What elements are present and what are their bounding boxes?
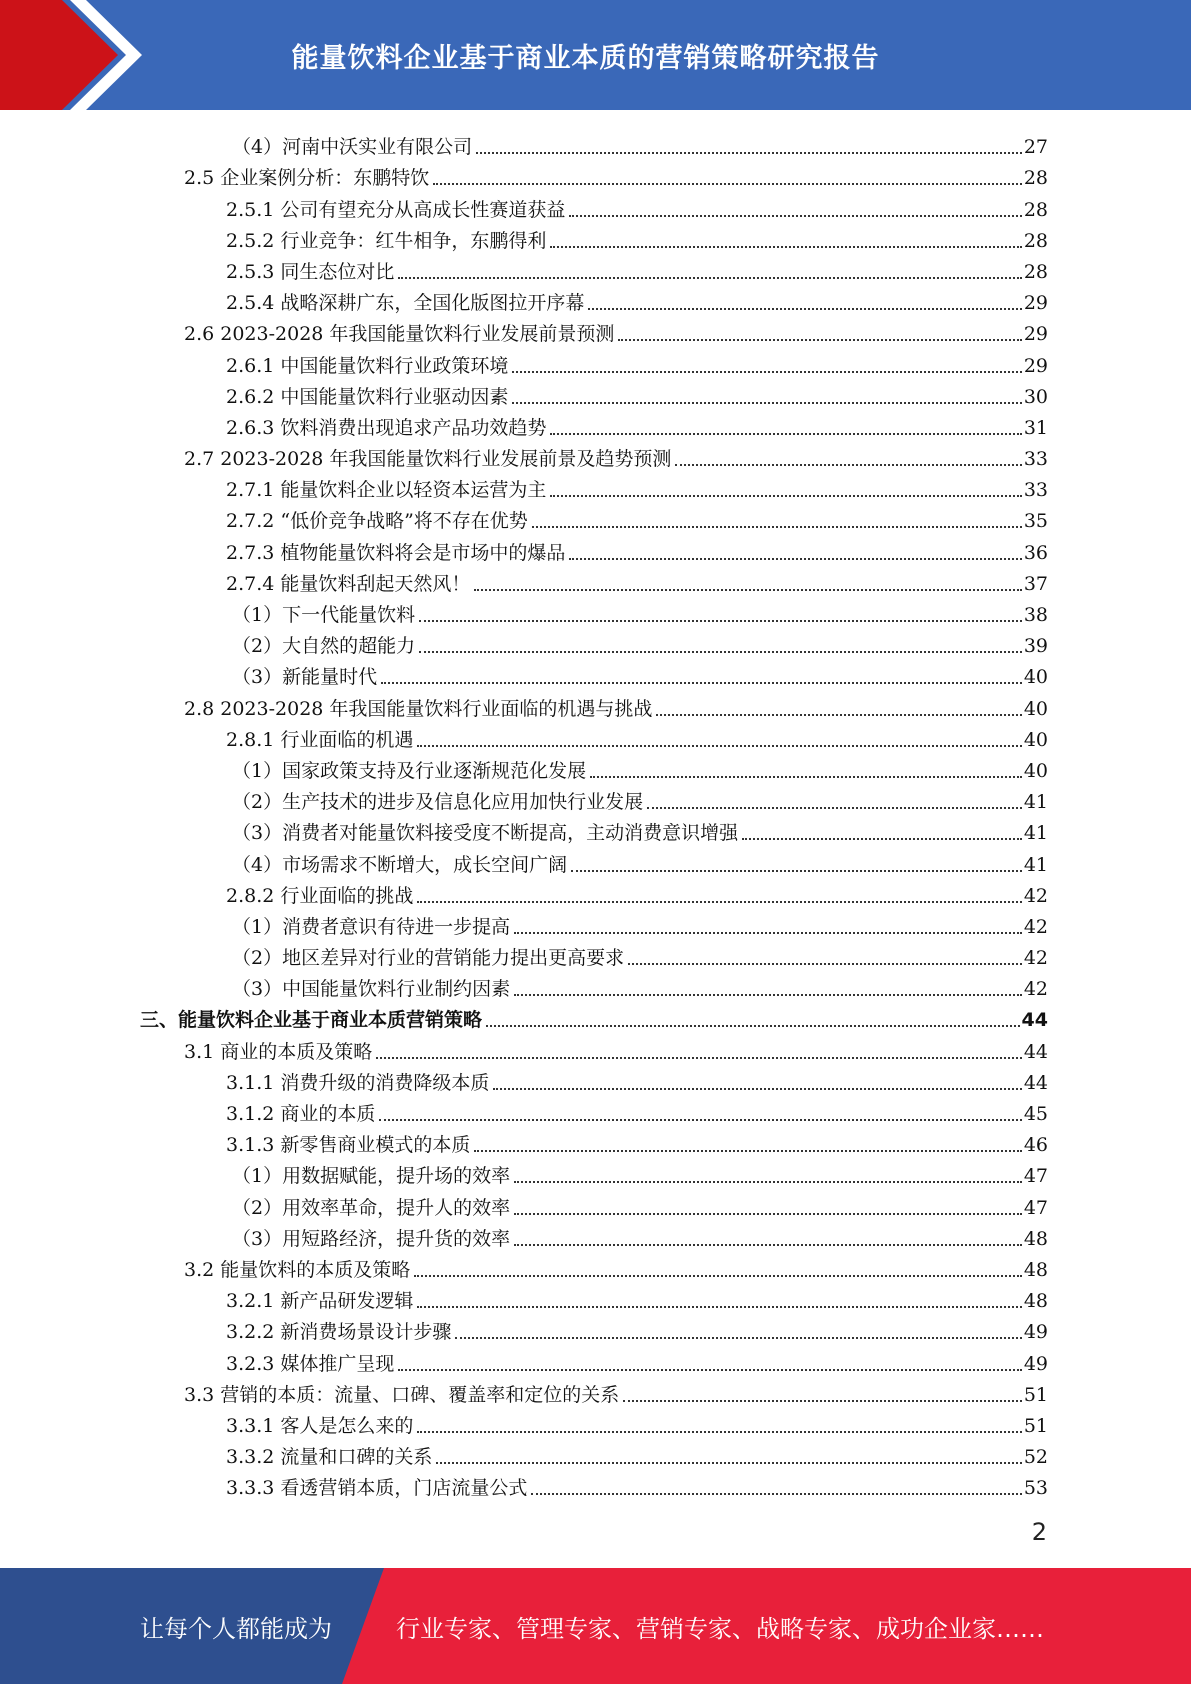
toc-entry-title: （4）市场需求不断增大，成长空间广阔 [232, 853, 568, 876]
footer-tagline: 行业专家、管理专家、营销专家、战略专家、成功企业家…… [396, 1614, 1044, 1643]
toc-leader-dots [618, 339, 1021, 341]
toc-entry-page: 28 [1023, 229, 1048, 252]
toc-leader-dots [588, 308, 1021, 310]
toc-leader-dots [531, 1493, 1021, 1495]
toc-leader-dots [417, 1431, 1021, 1433]
footer-slogan: 让每个人都能成为 [140, 1614, 332, 1643]
toc-entry[interactable] [140, 1032, 1048, 1063]
toc-entry-title: （1）消费者意识有待进一步提高 [232, 915, 511, 938]
toc-leader-dots [381, 682, 1022, 684]
toc-entry-page: 40 [1023, 666, 1048, 689]
toc-entry-title: （1）用数据赋能，提升场的效率 [232, 1165, 511, 1188]
toc-entry[interactable] [140, 1407, 1048, 1438]
toc-entry-title: 2.5.1 公司有望充分从高成长性赛道获益 [226, 198, 566, 221]
toc-leader-dots [532, 526, 1022, 528]
toc-entry-page: 48 [1023, 1258, 1048, 1281]
toc-entry[interactable] [140, 440, 1048, 471]
toc-entry-page: 29 [1023, 354, 1048, 377]
toc-entry-title: （1）下一代能量饮料 [232, 604, 416, 626]
toc-entry-title: 2.5.4 战略深耕广东，全国化版图拉开序幕 [226, 292, 585, 315]
toc-entry-page: 40 [1023, 759, 1048, 782]
toc-entry[interactable] [140, 752, 1048, 783]
toc-leader-dots [417, 1306, 1021, 1308]
toc-entry-title: 3.2.3 媒体推广呈现 [226, 1352, 395, 1375]
header-band [0, 0, 1191, 110]
toc-entry-page: 33 [1023, 448, 1048, 471]
toc-entry-title: 2.7.3 植物能量饮料将会是市场中的爆品 [226, 541, 566, 564]
toc-leader-dots [512, 371, 1021, 373]
toc-entry[interactable] [140, 1344, 1048, 1375]
toc-leader-dots [742, 838, 1022, 840]
toc-entry[interactable] [140, 1438, 1048, 1469]
toc-leader-dots [398, 1369, 1021, 1371]
toc-entry-page: 28 [1023, 198, 1048, 221]
toc-entry[interactable] [140, 1095, 1048, 1126]
toc-entry-page: 38 [1023, 604, 1048, 626]
toc-entry-title: 3.3.2 流量和口碑的关系 [226, 1446, 433, 1469]
toc-entry-title: 3.2.2 新消费场景设计步骤 [226, 1321, 452, 1344]
toc-leader-dots [419, 620, 1022, 622]
toc-leader-dots [476, 152, 1022, 154]
toc-entry[interactable] [140, 783, 1048, 814]
toc-entry-page: 45 [1023, 1103, 1048, 1125]
toc-entry-page: 51 [1023, 1414, 1048, 1437]
toc-leader-dots [514, 1181, 1022, 1183]
toc-entry-title: 3.3.1 客人是怎么来的 [226, 1414, 414, 1437]
toc-leader-dots [571, 870, 1022, 872]
toc-leader-dots [656, 714, 1021, 716]
toc-entry-page: 42 [1023, 978, 1048, 1001]
toc-entry-page: 53 [1023, 1477, 1048, 1500]
toc-entry-title: 3.1.3 新零售商业模式的本质 [226, 1134, 471, 1157]
toc-entry[interactable] [140, 627, 1048, 658]
toc-entry-page: 29 [1023, 323, 1048, 346]
toc-entry[interactable] [140, 1001, 1048, 1032]
toc-entry[interactable] [140, 908, 1048, 939]
toc-entry-page: 49 [1023, 1321, 1048, 1344]
toc-leader-dots [474, 589, 1021, 591]
toc-entry[interactable] [140, 346, 1048, 377]
toc-leader-dots [398, 277, 1021, 279]
toc-leader-dots [417, 901, 1021, 903]
toc-entry-title: 三、能量饮料企业基于商业本质营销策略 [140, 1009, 483, 1032]
toc-entry[interactable] [140, 128, 1048, 159]
toc-entry-title: （3）用短路经济，提升货的效率 [232, 1227, 511, 1250]
toc-entry[interactable] [140, 409, 1048, 440]
toc-entry-page: 47 [1023, 1165, 1048, 1188]
toc-leader-dots [474, 1150, 1021, 1152]
toc-leader-dots [514, 1213, 1022, 1215]
toc-entry[interactable] [140, 1469, 1048, 1500]
toc-entry[interactable] [140, 284, 1048, 315]
toc-entry-page: 44 [1023, 1040, 1048, 1063]
toc-entry-page: 40 [1023, 697, 1048, 720]
toc-entry-title: 2.7.2 “低价竞争战略”将不存在优势 [226, 510, 528, 533]
toc-entry-title: （3）中国能量饮料行业制约因素 [232, 978, 511, 1001]
toc-entry[interactable] [140, 939, 1048, 970]
toc-entry[interactable] [140, 1313, 1048, 1344]
toc-leader-dots [550, 495, 1021, 497]
toc-entry-page: 36 [1023, 541, 1048, 564]
toc-entry-title: （1）国家政策支持及行业逐渐规范化发展 [232, 759, 587, 782]
toc-entry-page: 48 [1023, 1290, 1048, 1313]
toc-entry-title: （2）地区差异对行业的营销能力提出更高要求 [232, 947, 625, 970]
toc-entry-page: 48 [1023, 1227, 1048, 1250]
toc-entry-page: 44 [1023, 1071, 1048, 1094]
toc-entry-title: 3.1.1 消费升级的消费降级本质 [226, 1071, 490, 1094]
toc-entry[interactable] [140, 190, 1048, 221]
toc-entry-page: 41 [1023, 853, 1048, 876]
toc-entry-page: 41 [1023, 822, 1048, 845]
toc-entry-page: 42 [1023, 947, 1048, 970]
toc-entry[interactable] [140, 658, 1048, 689]
toc-entry-title: 3.1.2 商业的本质 [226, 1103, 376, 1125]
toc-entry-page: 42 [1023, 884, 1048, 907]
toc-entry[interactable] [140, 1064, 1048, 1095]
toc-entry[interactable] [140, 1282, 1048, 1313]
toc-entry[interactable] [140, 315, 1048, 346]
toc-entry-title: （2）用效率革命，提升人的效率 [232, 1196, 511, 1219]
toc-leader-dots [550, 433, 1021, 435]
toc-leader-dots [569, 215, 1021, 217]
toc-leader-dots [514, 994, 1022, 996]
toc-entry-title: 2.7.4 能量饮料刮起天然风！ [226, 572, 471, 595]
toc-entry-title: 2.5.2 行业竞争：红牛相争，东鹏得利 [226, 229, 547, 252]
toc-leader-dots [628, 963, 1022, 965]
report-title: 能量饮料企业基于商业本质的营销策略研究报告 [291, 42, 880, 74]
toc-entry-page: 46 [1023, 1134, 1048, 1157]
toc-entry-page: 41 [1023, 791, 1048, 814]
toc-leader-dots [376, 1057, 1022, 1059]
header-arrow-logo [0, 0, 160, 110]
toc-entry[interactable] [140, 1251, 1048, 1282]
toc-entry[interactable] [140, 378, 1048, 409]
toc-entry[interactable] [140, 1157, 1048, 1188]
toc-leader-dots [623, 1400, 1022, 1402]
toc-leader-dots [675, 464, 1021, 466]
toc-leader-dots [493, 1088, 1021, 1090]
toc-entry-page: 44 [1021, 1009, 1048, 1032]
toc-entry[interactable] [140, 565, 1048, 596]
toc-entry-title: （2）生产技术的进步及信息化应用加快行业发展 [232, 791, 644, 814]
toc-entry-title: 3.3.3 看透营销本质，门店流量公式 [226, 1477, 528, 1500]
toc-entry[interactable] [140, 814, 1048, 845]
toc-entry-title: 2.8.1 行业面临的机遇 [226, 728, 414, 751]
toc-entry-title: 3.3 营销的本质：流量、口碑、覆盖率和定位的关系 [184, 1383, 620, 1406]
toc-entry-page: 29 [1023, 292, 1048, 315]
toc-leader-dots [514, 1244, 1022, 1246]
toc-entry-title: 2.6.2 中国能量饮料行业驱动因素 [226, 385, 509, 408]
toc-entry[interactable] [140, 533, 1048, 564]
page-number: 2 [1031, 1518, 1047, 1546]
toc-entry-title: 2.6 2023-2028 年我国能量饮料行业发展前景预测 [184, 323, 615, 346]
toc-entry-page: 30 [1023, 385, 1048, 408]
toc-entry[interactable] [140, 596, 1048, 627]
table-of-contents [140, 128, 1048, 1500]
toc-leader-dots [436, 1462, 1021, 1464]
toc-entry-page: 40 [1023, 728, 1048, 751]
toc-entry-title: 2.6.3 饮料消费出现追求产品功效趋势 [226, 416, 547, 439]
toc-leader-dots [433, 183, 1022, 185]
toc-entry-title: 2.8 2023-2028 年我国能量饮料行业面临的机遇与挑战 [184, 697, 653, 720]
toc-entry-title: 2.7.1 能量饮料企业以轻资本运营为主 [226, 479, 547, 502]
toc-leader-dots [419, 651, 1022, 653]
toc-entry-page: 42 [1023, 915, 1048, 938]
toc-entry-title: （2）大自然的超能力 [232, 635, 416, 658]
toc-entry[interactable] [140, 471, 1048, 502]
toc-leader-dots [569, 558, 1021, 560]
toc-entry-title: 2.8.2 行业面临的挑战 [226, 884, 414, 907]
toc-entry-title: （3）新能量时代 [232, 666, 378, 689]
toc-leader-dots [514, 932, 1022, 934]
toc-entry-title: 2.7 2023-2028 年我国能量饮料行业发展前景及趋势预测 [184, 448, 672, 471]
toc-entry[interactable] [140, 1220, 1048, 1251]
toc-leader-dots [486, 1025, 1020, 1027]
toc-entry-page: 39 [1023, 635, 1048, 658]
toc-entry-title: （3）消费者对能量饮料接受度不断提高，主动消费意识增强 [232, 822, 739, 845]
toc-entry-page: 35 [1023, 510, 1048, 533]
toc-entry-title: 2.6.1 中国能量饮料行业政策环境 [226, 354, 509, 377]
toc-entry[interactable] [140, 877, 1048, 908]
toc-entry[interactable] [140, 1126, 1048, 1157]
toc-entry-title: 3.1 商业的本质及策略 [184, 1040, 373, 1063]
toc-leader-dots [590, 776, 1022, 778]
toc-entry-page: 37 [1023, 572, 1048, 595]
toc-entry-title: 3.2.1 新产品研发逻辑 [226, 1290, 414, 1313]
toc-entry-page: 28 [1023, 260, 1048, 283]
toc-entry-page: 51 [1023, 1383, 1048, 1406]
toc-leader-dots [550, 246, 1021, 248]
toc-leader-dots [379, 1119, 1021, 1121]
toc-entry-page: 47 [1023, 1196, 1048, 1219]
toc-leader-dots [455, 1337, 1021, 1339]
toc-entry[interactable] [140, 253, 1048, 284]
toc-entry-title: 2.5.3 同生态位对比 [226, 260, 395, 283]
toc-leader-dots [414, 1275, 1022, 1277]
toc-entry-title: 3.2 能量饮料的本质及策略 [184, 1258, 411, 1281]
toc-entry[interactable] [140, 159, 1048, 190]
toc-entry[interactable] [140, 1188, 1048, 1219]
toc-entry-page: 33 [1023, 479, 1048, 502]
toc-entry[interactable] [140, 970, 1048, 1001]
toc-entry[interactable] [140, 721, 1048, 752]
toc-entry-title: 2.5 企业案例分析：东鹏特饮 [184, 167, 430, 190]
toc-entry[interactable] [140, 222, 1048, 253]
toc-entry-page: 52 [1023, 1446, 1048, 1469]
toc-entry-page: 28 [1023, 167, 1048, 190]
toc-entry[interactable] [140, 845, 1048, 876]
toc-entry[interactable] [140, 689, 1048, 720]
toc-entry-page: 49 [1023, 1352, 1048, 1375]
toc-leader-dots [417, 745, 1021, 747]
toc-entry-page: 31 [1023, 416, 1048, 439]
toc-entry-page: 27 [1023, 136, 1048, 159]
footer-band [0, 1568, 1191, 1684]
toc-entry-title: （4）河南中沃实业有限公司 [232, 136, 473, 159]
toc-leader-dots [512, 402, 1021, 404]
toc-leader-dots [647, 807, 1022, 809]
toc-entry[interactable] [140, 502, 1048, 533]
toc-entry[interactable] [140, 1376, 1048, 1407]
